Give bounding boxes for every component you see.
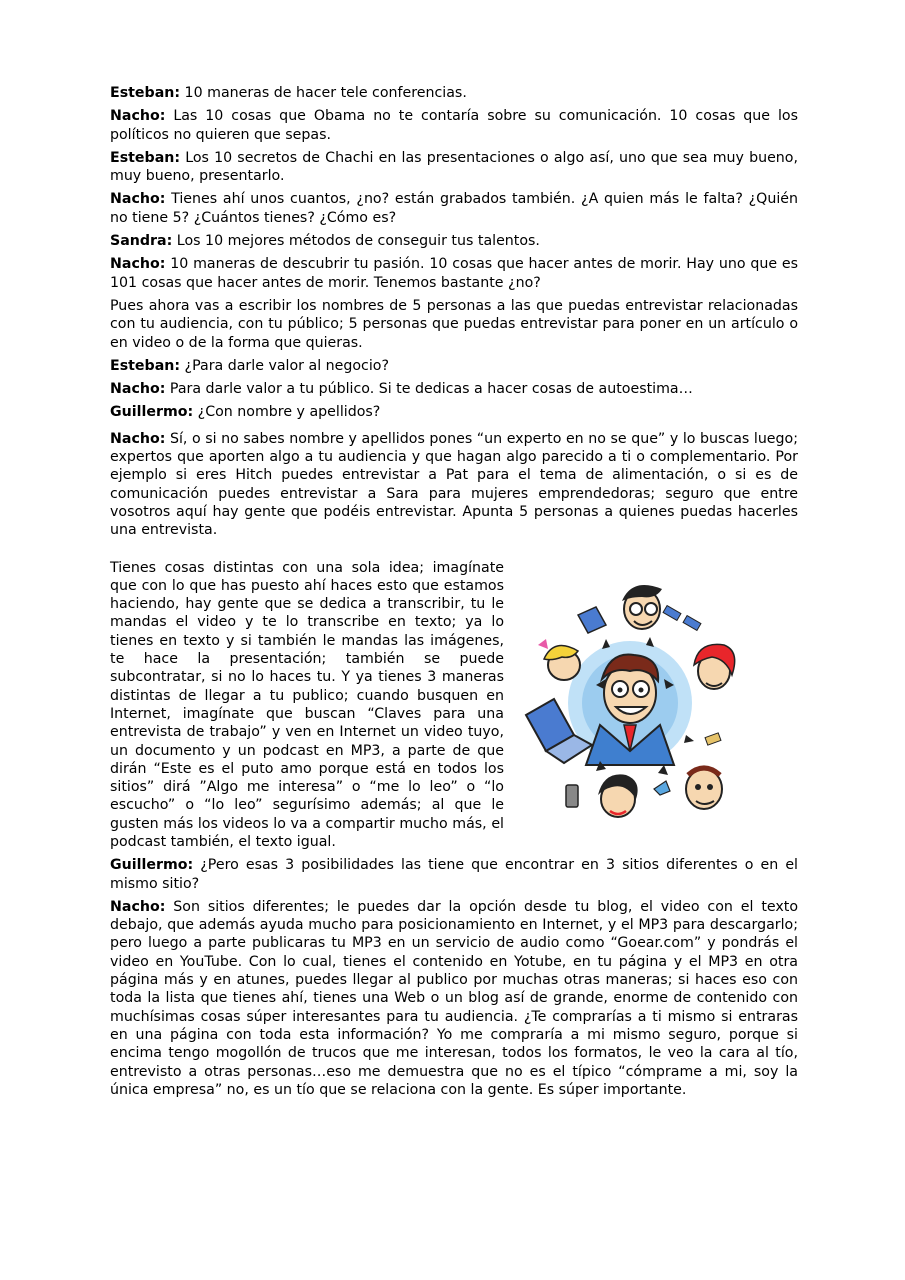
line-text: Los 10 secretos de Chachi en las presentaciones o algo así, uno que sea muy bueno, muy bueno, presentarlo.	[110, 149, 798, 185]
speaker-name: Guillermo:	[110, 404, 194, 421]
speaker-name: Sandra:	[110, 233, 173, 250]
document-page	[110, 84, 798, 1104]
line-text: Sí, o si no sabes nombre y apellidos pones “un experto en no se que” y lo buscas luego; expertos que aporten algo a tu audiencia y que hagan algo parecido a ti o complementario. Por ejemplo si eres Hitch puedes entrevistar a Pat para el tema de alimentación, o si es de comunicación puedes entrevistar a Sara para mujeres emprendedoras; seguro que entre vosotros aquí hay gente que podéis entrevistar. Apunta 5 personas a quienes puedas hacerles una entrevista.	[110, 430, 798, 539]
speaker-name: Nacho:	[110, 381, 166, 398]
dialogue-line	[110, 380, 798, 398]
line-text: 10 maneras de hacer tele conferencias.	[180, 85, 467, 101]
speaker-name: Esteban:	[110, 357, 181, 374]
dialogue-line	[110, 84, 798, 102]
dialogue-line	[110, 856, 798, 893]
wrapped-paragraph: Tienes cosas distintas con una sola idea; imagínate que con lo que has puesto ahí haces esto que estamos haciendo, hay gente que se dedica a transcribir, tu le mandas el video y te lo transcribe en texto; ya lo tienes en texto y si también le mandas las imágenes, te hace la presentación; también se puede subcontratar, si no lo haces tu. Y ya tienes 3 maneras distintas de llegar a tu publico; cuando busquen en Internet, imagínate que buscan “Claves para una entrevista de trabajo” y ven en Internet un video tuyo, un documento y un podcast en MP3, a parte de que dirán “Este es el puto amo porque está en todos los sitios” dirá ”Algo me interesa” o “me lo leo” o “lo escucho” o “lo leo” segurísimo además; al que le gusten más los videos lo va a compartir mucho más, el podcast también, el texto igual.	[110, 559, 504, 850]
line-text: ¿Para darle valor al negocio?	[180, 357, 390, 374]
speaker-name: Nacho:	[110, 430, 166, 447]
speaker-name: Guillermo:	[110, 857, 194, 874]
dialogue-line	[110, 232, 798, 250]
line-text: Pues ahora vas a escribir los nombres de 5 personas a las que puedas entrevistar relacionadas con tu audiencia, con tu público; 5 personas que puedas entrevistar para poner en un artículo o en video o de la forma que quieras.	[110, 297, 798, 351]
line-text: ¿Pero esas 3 posibilidades las tiene que encontrar en 3 sitios diferentes o en el mismo sitio?	[110, 857, 798, 892]
line-text: Los 10 mejores métodos de conseguir tus talentos.	[172, 233, 540, 250]
dialogue-line	[110, 898, 798, 1099]
people-network-illustration	[514, 575, 746, 829]
spacer	[110, 545, 798, 559]
speaker-name: Nacho:	[110, 256, 166, 273]
speaker-name: Nacho:	[110, 108, 166, 125]
line-text: 10 maneras de descubrir tu pasión. 10 cosas que hacer antes de morir. Hay uno que es 101 cosas que hacer antes de morir. Tenemos bastante ¿no?	[110, 256, 798, 291]
speaker-name: Esteban:	[110, 85, 181, 101]
dialogue-line	[110, 430, 798, 540]
dialogue-line	[110, 255, 798, 292]
dialogue-line	[110, 357, 798, 375]
spacer	[744, 559, 798, 577]
speaker-name: Nacho:	[110, 898, 166, 915]
dialogue-line	[110, 403, 798, 421]
speaker-name: Esteban:	[110, 149, 181, 166]
line-text: Son sitios diferentes; le puedes dar la opción desde tu blog, el video con el texto debajo, que además ayuda mucho para posicionamiento en Internet, y el MP3 para descargarlo; pero luego a parte publicaras tu MP3 en un servicio de audio como “Goear.com” y pondrás el video en YouTube. Con lo cual, tienes el contenido en Yotube, en tu página y el MP3 en otra página más y en atunes, puedes llegar al publico por muchas otras maneras; si haces eso con toda la lista que tienes ahí, tienes una Web o un blog así de grande, enorme de contenido con muchísimas cosas súper interesantes para tu audiencia. ¿Te comprarías a ti mismo si entraras en una página con toda esta información? Yo me compraría a mi mismo seguro, porque si encima tengo mogollón de trucos que me interesan, todos los formatos, le veo la cara al tío, entrevisto a otras personas…eso me demuestra que no es el típico “cómprame a mi, soy la única empresa” no, es un tío que se relaciona con la gente. Es súper importante.	[110, 898, 798, 1098]
line-text: Las 10 cosas que Obama no te contaría sobre su comunicación. 10 cosas que los políticos no quieren que sepas.	[110, 108, 798, 143]
speaker-name: Nacho:	[110, 191, 166, 208]
line-text: Tienes ahí unos cuantos, ¿no? están grabados también. ¿A quien más le falta? ¿Quién no tiene 5? ¿Cuántos tienes? ¿Cómo es?	[110, 191, 798, 226]
line-text: Para darle valor a tu público. Si te dedicas a hacer cosas de autoestima…	[165, 381, 693, 398]
dialogue-line	[110, 190, 798, 227]
social-network-people-clipart-icon	[514, 575, 746, 829]
dialogue-line	[110, 149, 798, 186]
dialogue-line	[110, 107, 798, 144]
line-text: ¿Con nombre y apellidos?	[193, 404, 381, 421]
dialogue-line	[110, 297, 798, 352]
